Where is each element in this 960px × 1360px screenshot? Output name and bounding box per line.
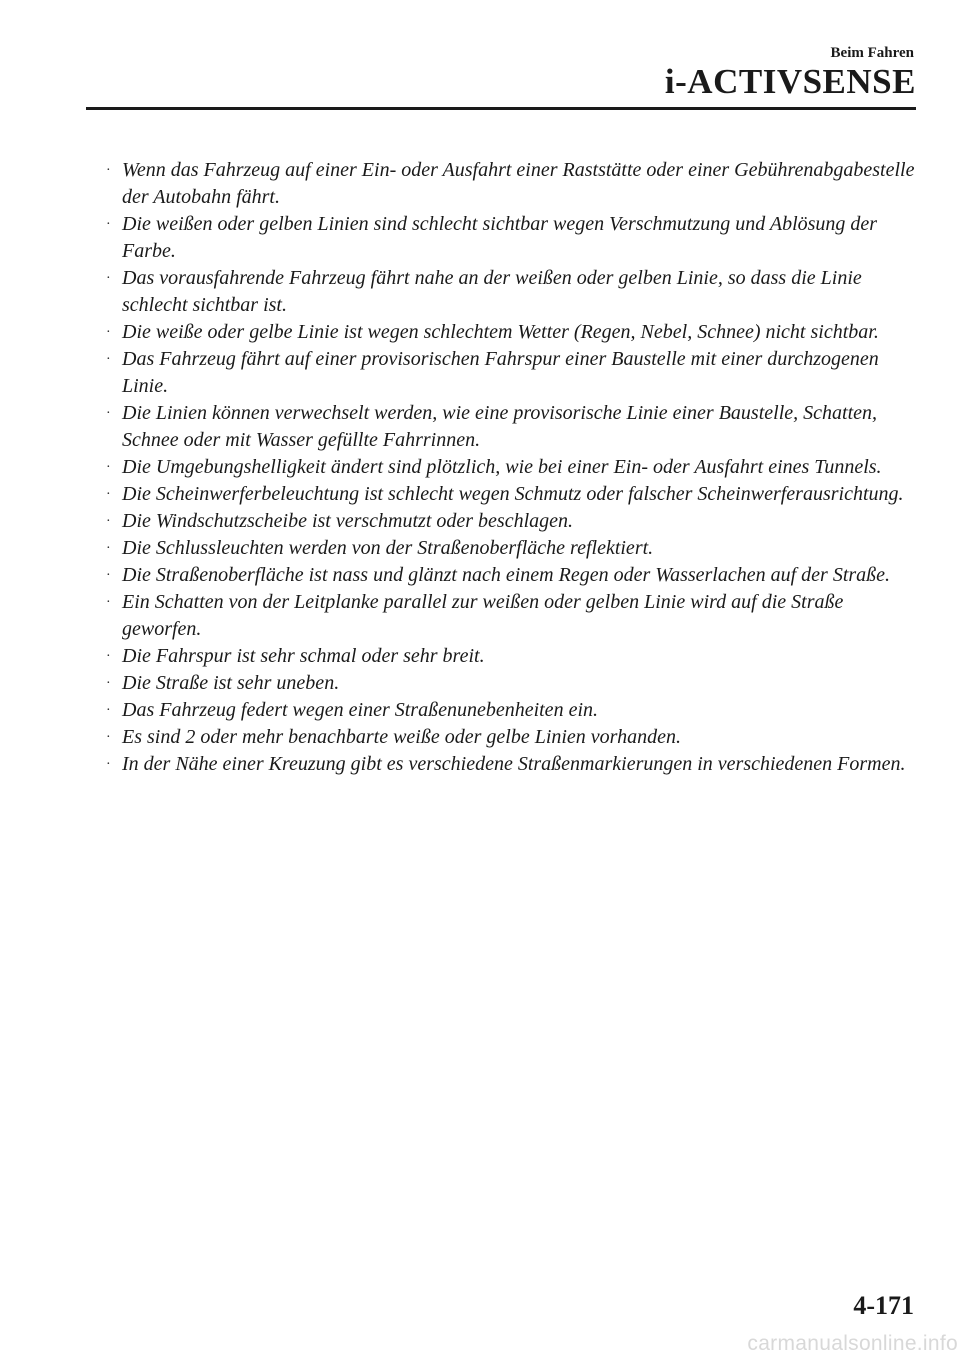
list-item-text: Die Scheinwerferbeleuchtung ist schlecht wegen Schmutz oder falscher Scheinwerferausrichtung. [122,483,904,505]
list-item [104,508,916,535]
list-item-text: Das vorausfahrende Fahrzeug fährt nahe an der weißen oder gelben Linie, so dass die Linie schlecht sichtbar ist. [122,267,862,316]
list-item-text: Ein Schatten von der Leitplanke parallel zur weißen oder gelben Linie wird auf die Straße geworfen. [122,591,844,640]
list-item [104,670,916,697]
header-divider [86,107,916,110]
list-item-text: Die weiße oder gelbe Linie ist wegen schlechtem Wetter (Regen, Nebel, Schnee) nicht sichtbar. [122,321,879,343]
list-item-text: Die Straßenoberfläche ist nass und glänzt nach einem Regen oder Wasserlachen auf der Straße. [122,564,891,586]
bullet-marker: · [106,163,111,178]
page-number: 4-171 [853,1291,914,1320]
list-item-text: Die Linien können verwechselt werden, wie eine provisorische Linie einer Baustelle, Schatten, Schnee oder mit Wasser gefüllte Fahrrinnen. [122,402,877,451]
list-item-text: Das Fahrzeug fährt auf einer provisorischen Fahrspur einer Baustelle mit einer durchzogenen Linie. [122,348,879,397]
list-item-text: Das Fahrzeug federt wegen einer Straßenunebenheiten ein. [122,699,598,721]
bullet-marker: · [106,703,111,718]
list-item-text: Die Windschutzscheibe ist verschmutzt oder beschlagen. [122,510,574,532]
bullet-marker: · [106,757,111,772]
list-item [104,346,916,400]
bullet-marker: · [106,676,111,691]
bullet-marker: · [106,217,111,232]
list-item [104,535,916,562]
bullet-marker: · [106,568,111,583]
bullet-marker: · [106,460,111,475]
list-item-text: Wenn das Fahrzeug auf einer Ein- oder Ausfahrt einer Raststätte oder einer Gebührenabgabestelle der Autobahn fährt. [122,159,915,208]
list-item [104,589,916,643]
list-item-text: Die Umgebungshelligkeit ändert sind plötzlich, wie bei einer Ein- oder Ausfahrt eines Tunnels. [122,456,882,478]
bullet-marker: · [106,325,111,340]
list-item [104,562,916,589]
section-title: Beim Fahren [830,45,914,61]
list-item [104,454,916,481]
list-item [104,724,916,751]
bullet-marker: · [106,541,111,556]
list-item [104,697,916,724]
list-item [104,265,916,319]
bullet-marker: · [106,487,111,502]
watermark[interactable]: carmanualsonline.info [747,1332,958,1355]
list-item [104,643,916,670]
list-item-text: Es sind 2 oder mehr benachbarte weiße oder gelbe Linien vorhanden. [122,726,681,748]
list-item [104,400,916,454]
list-item-text: Die Straße ist sehr uneben. [122,672,340,694]
bullet-marker: · [106,352,111,367]
list-item-text: Die weißen oder gelben Linien sind schlecht sichtbar wegen Verschmutzung und Ablösung der Farbe. [122,213,878,262]
bullet-marker: · [106,271,111,286]
list-item-text: Die Schlussleuchten werden von der Straßenoberfläche reflektiert. [122,537,654,559]
list-item [104,751,916,778]
list-item [104,211,916,265]
list-item [104,319,916,346]
bullet-marker: · [106,595,111,610]
condition-list [104,157,916,778]
list-item-text: Die Fahrspur ist sehr schmal oder sehr breit. [122,645,485,667]
list-item [104,481,916,508]
bullet-marker: · [106,406,111,421]
list-item [104,157,916,211]
bullet-marker: · [106,649,111,664]
bullet-marker: · [106,730,111,745]
chapter-title: i-ACTIVSENSE [664,62,916,101]
list-item-text: In der Nähe einer Kreuzung gibt es verschiedene Straßenmarkierungen in verschiedenen Formen. [122,753,906,775]
bullet-marker: · [106,514,111,529]
